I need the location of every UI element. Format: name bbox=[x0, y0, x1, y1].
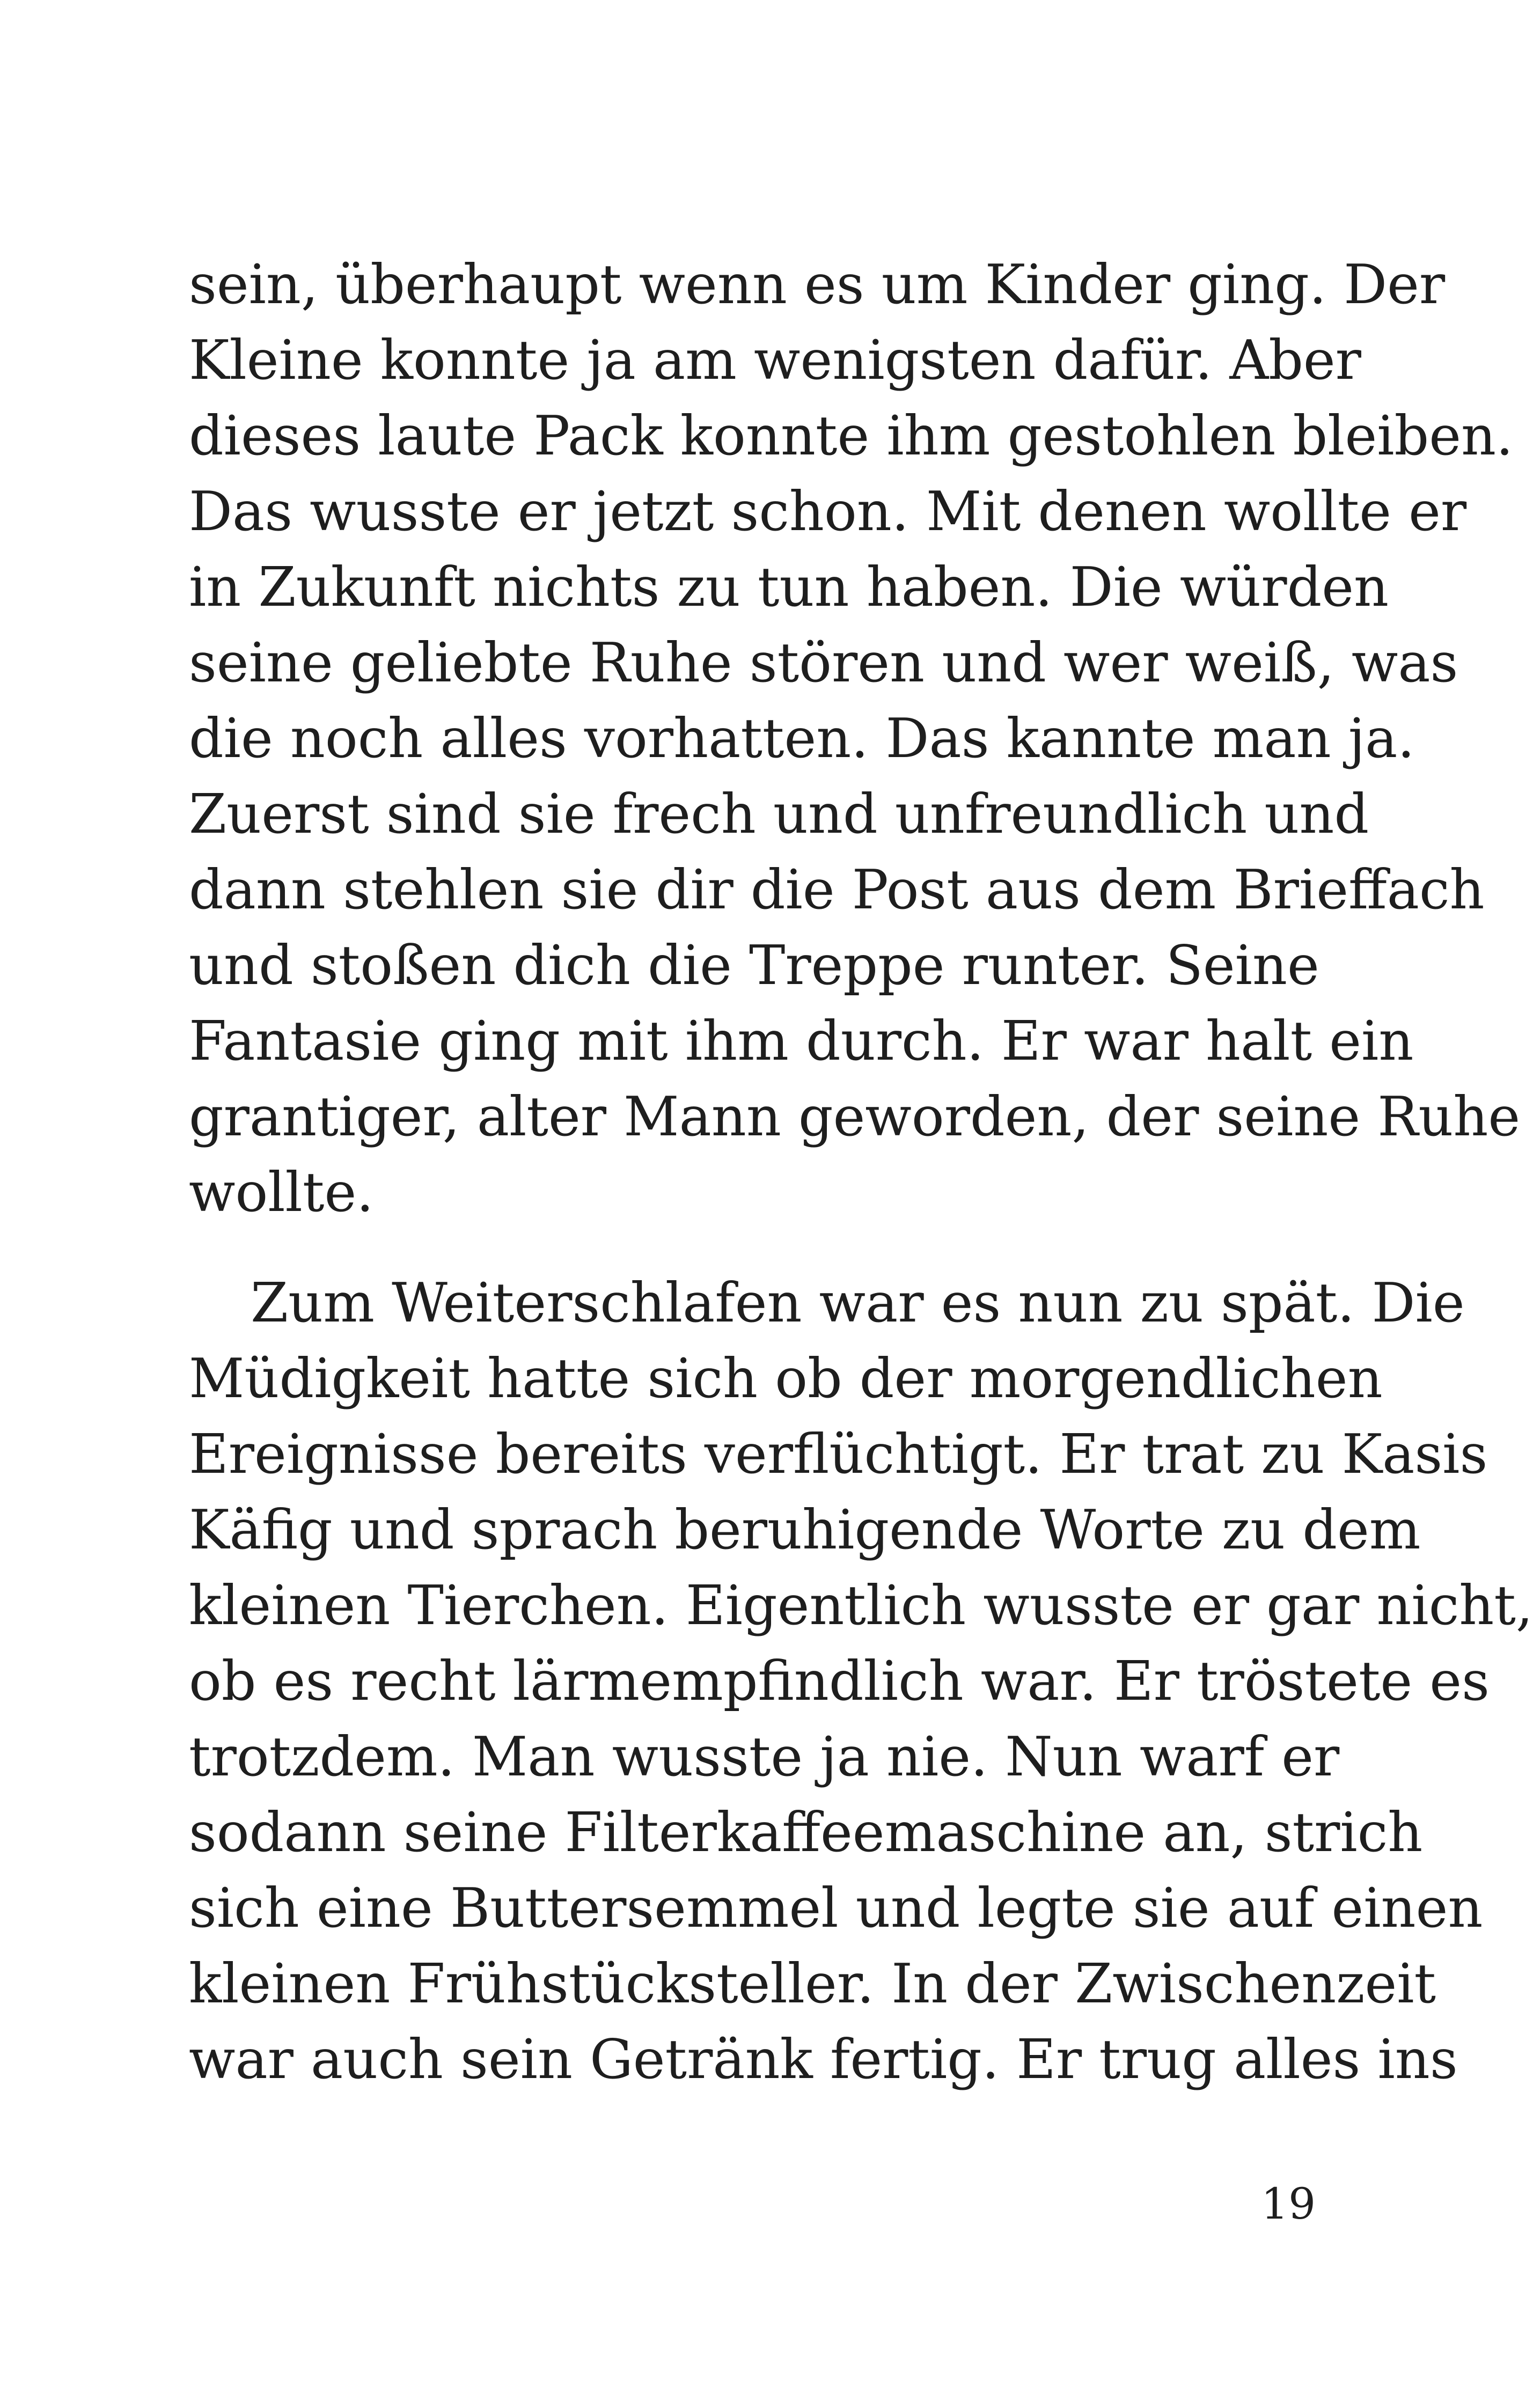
text-line: war auch sein Getränk fertig. Er trug alles ins bbox=[189, 2028, 1458, 2091]
text-line: Zuerst sind sie frech und unfreundlich und bbox=[189, 782, 1369, 846]
text-line: grantiger, alter Mann geworden, der seine Ruhe bbox=[189, 1085, 1521, 1148]
text-line: Kleine konnte ja am wenigsten dafür. Aber bbox=[189, 328, 1361, 392]
text-line: seine geliebte Ruhe stören und wer weiß, was bbox=[189, 631, 1458, 694]
text-line: sich eine Buttersemmel und legte sie auf einen bbox=[189, 1876, 1483, 1940]
paragraph-1 bbox=[189, 247, 1521, 1230]
text-line: kleinen Tierchen. Eigentlich wusste er gar nicht, bbox=[189, 1574, 1533, 1637]
text-line: dann stehlen sie dir die Post aus dem Brieffach bbox=[189, 858, 1485, 921]
text-line: in Zukunft nichts zu tun haben. Die würden bbox=[189, 555, 1389, 619]
text-line: Fantasie ging mit ihm durch. Er war halt ein bbox=[189, 1009, 1414, 1073]
text-line: Ereignisse bereits verflüchtigt. Er trat zu Kasis bbox=[189, 1422, 1488, 1486]
text-line: Müdigkeit hatte sich ob der morgendlichen bbox=[189, 1347, 1383, 1410]
text-line: ob es recht lärmempfindlich war. Er tröstete es bbox=[189, 1649, 1490, 1713]
text-line: die noch alles vorhatten. Das kannte man ja. bbox=[189, 707, 1415, 770]
text-line: sodann seine Filterkaffeemaschine an, strich bbox=[189, 1801, 1423, 1864]
text-line: Das wusste er jetzt schon. Mit denen wollte er bbox=[189, 480, 1467, 543]
text-line: trotzdem. Man wusste ja nie. Nun warf er bbox=[189, 1725, 1340, 1788]
text-line: dieses laute Pack konnte ihm gestohlen bleiben. bbox=[189, 404, 1514, 467]
text-line: sein, überhaupt wenn es um Kinder ging. Der bbox=[189, 253, 1446, 316]
paragraph-2 bbox=[189, 1265, 1533, 2097]
text-line: kleinen Frühstücksteller. In der Zwischenzeit bbox=[189, 1952, 1436, 2015]
text-line: wollte. bbox=[189, 1161, 374, 1224]
text-line: Käfig und sprach beruhigende Worte zu dem bbox=[189, 1498, 1421, 1561]
text-line: und stoßen dich die Treppe runter. Seine bbox=[189, 934, 1319, 997]
page-number: 19 bbox=[1261, 2179, 1316, 2229]
text-line: Zum Weiterschlafen war es nun zu spät. Die bbox=[251, 1271, 1465, 1334]
